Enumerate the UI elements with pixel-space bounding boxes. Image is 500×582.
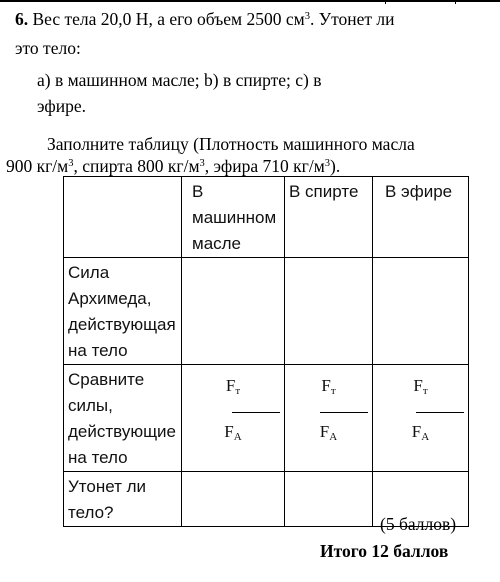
fraction-line — [320, 412, 368, 413]
answer-options: а) в машинном масле; b) в спирте; с) в — [37, 70, 322, 90]
task-question: . Утонет ли — [309, 9, 395, 29]
superscript: 3 — [199, 158, 205, 169]
superscript: 3 — [68, 158, 74, 169]
row-label-text: Сила Архимеда, действующая на тело — [68, 263, 176, 360]
sinks-cell-oil[interactable] — [182, 472, 285, 527]
header-row — [64, 177, 469, 258]
header-oil — [182, 177, 285, 258]
fraction-line — [232, 412, 280, 413]
gravity-force: $F_т$ — [413, 376, 428, 397]
force-fraction — [182, 365, 284, 464]
row-label-sinks — [64, 472, 182, 527]
row-label-text: Сравните силы, действующие на тело — [68, 370, 177, 467]
force-fraction — [373, 365, 468, 464]
answer-table — [63, 176, 469, 527]
total-score-label: Итого 12 баллов — [320, 541, 449, 561]
header-ether-text: В эфире — [385, 182, 453, 201]
table-row — [64, 258, 469, 365]
answer-cell-oil[interactable] — [182, 258, 285, 365]
compare-cell-alcohol[interactable] — [285, 365, 373, 472]
task-number: 6. — [15, 9, 29, 29]
header-ether — [373, 177, 469, 258]
row-label-text: Утонет ли тело? — [68, 477, 147, 522]
header-alcohol — [285, 177, 373, 258]
previous-task-border — [0, 0, 500, 3]
header-alcohol-text: В спирте — [289, 182, 359, 201]
task-text: Вес тела 20,0 Н, а его объем 2500 см — [32, 9, 305, 29]
archimedes-force: $F_A$ — [224, 422, 242, 443]
answer-options-continued: эфире. — [37, 96, 87, 116]
cubic-superscript: 3 — [304, 11, 310, 22]
compare-cell-oil[interactable] — [182, 365, 285, 472]
oil-density: 900 кг/м — [6, 156, 69, 176]
force-fraction — [285, 365, 372, 464]
score-label: (5 баллов) — [380, 514, 457, 534]
archimedes-force: $F_A$ — [411, 422, 430, 443]
alcohol-density: , спирта 800 кг/м — [73, 156, 200, 176]
superscript: 3 — [324, 158, 331, 169]
task-statement-line1 — [15, 9, 395, 29]
fraction-line — [416, 412, 464, 413]
row-label-archimedes — [64, 258, 182, 365]
closing-paren: ). — [330, 156, 341, 176]
gravity-force: $F_т$ — [321, 376, 336, 397]
instruction-line1: Заполните таблицу (Плотность машинного масла — [47, 134, 415, 154]
compare-cell-ether[interactable] — [373, 365, 469, 472]
sinks-cell-alcohol[interactable] — [285, 472, 373, 527]
answer-cell-ether[interactable] — [373, 258, 469, 365]
row-label-compare — [64, 365, 182, 472]
task-statement-line2: это тело: — [15, 38, 81, 58]
answer-cell-alcohol[interactable] — [285, 258, 373, 365]
ether-density: , эфира 710 кг/м — [204, 156, 325, 176]
empty-corner-cell — [64, 177, 182, 258]
gravity-force: $F_т$ — [225, 376, 241, 397]
header-oil-text: В машинном масле — [192, 182, 277, 253]
instruction-line2 — [6, 156, 340, 176]
table-row — [64, 365, 469, 472]
archimedes-force: $F_A$ — [319, 422, 338, 443]
